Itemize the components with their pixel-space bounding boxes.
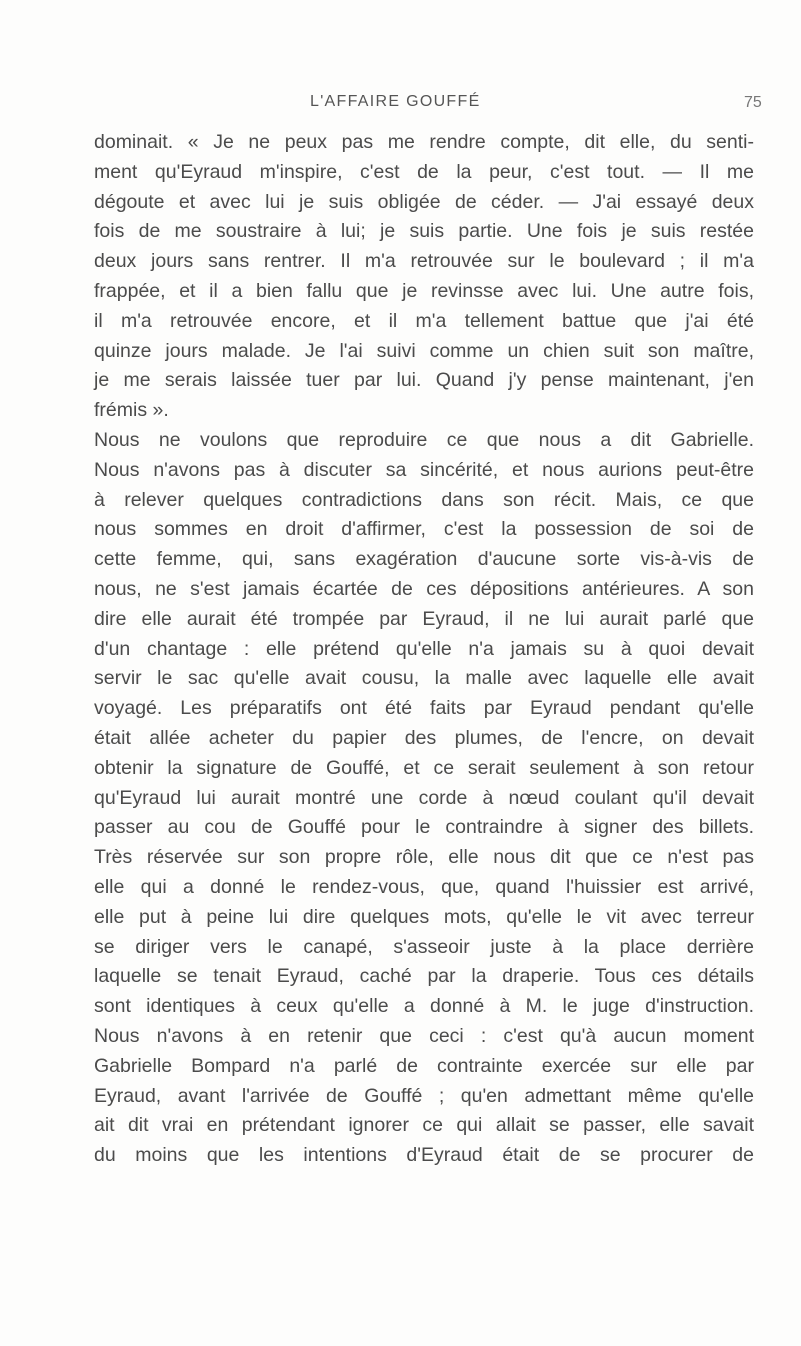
text-line: il m'a retrouvée encore, et il m'a tellement battue que j'ai été [94,309,754,332]
text-line: Nous ne voulons que reproduire ce que nous a dit Gabrielle. [94,428,754,451]
text-line: elle put à peine lui dire quelques mots, qu'elle le vit avec terreur [94,905,754,928]
text-line: servir le sac qu'elle avait cousu, la malle avec laquelle elle avait [94,667,754,690]
text-line: se diriger vers le canapé, s'asseoir juste à la place derrière [94,935,754,958]
text-line: Eyraud, avant l'arrivée de Gouffé ; qu'en admettant même qu'elle [94,1084,754,1107]
running-header [0,93,801,117]
text-line: Nous n'avons pas à discuter sa sincérité, et nous aurions peut-être [94,458,754,481]
text-line: nous, ne s'est jamais écartée de ces dépositions antérieures. A son [94,577,754,600]
text-line: qu'Eyraud lui aurait montré une corde à nœud coulant qu'il devait [94,786,754,809]
text-line: elle qui a donné le rendez-vous, que, quand l'huissier est arrivé, [94,875,754,898]
text-line: dégoute et avec lui je suis obligée de céder. — J'ai essayé deux [94,190,754,213]
running-title: L'AFFAIRE GOUFFÉ [310,93,481,110]
text-line: quinze jours malade. Je l'ai suivi comme un chien suit son maître, [94,339,754,362]
text-line: deux jours sans rentrer. Il m'a retrouvée sur le boulevard ; il m'a [94,250,754,273]
page-number: 75 [744,94,762,111]
text-line: Gabrielle Bompard n'a parlé de contrainte exercée sur elle par [94,1054,754,1077]
text-line: à relever quelques contradictions dans son récit. Mais, ce que [94,488,754,511]
text-line: fois de me soustraire à lui; je suis partie. Une fois je suis restée [94,220,754,243]
text-line: ait dit vrai en prétendant ignorer ce qui allait se passer, elle savait [94,1114,754,1137]
text-line: nous sommes en droit d'affirmer, c'est la possession de soi de [94,518,754,541]
text-line: Nous n'avons à en retenir que ceci : c'est qu'à aucun moment [94,1024,754,1047]
text-line: frémis ». [94,399,169,422]
text-line: voyagé. Les préparatifs ont été faits par Eyraud pendant qu'elle [94,697,754,720]
body-text [94,128,754,1171]
text-line: frappée, et il a bien fallu que je revinsse avec lui. Une autre fois, [94,279,754,302]
text-line: Très réservée sur son propre rôle, elle nous dit que ce n'est pas [94,846,754,869]
text-line: dire elle aurait été trompée par Eyraud, il ne lui aurait parlé que [94,607,754,630]
text-line: ment qu'Eyraud m'inspire, c'est de la peur, c'est tout. — Il me [94,160,754,183]
text-line: obtenir la signature de Gouffé, et ce serait seulement à son retour [94,756,754,779]
text-line: du moins que les intentions d'Eyraud était de se procurer de [94,1144,754,1167]
text-line: dominait. « Je ne peux pas me rendre compte, dit elle, du senti- [94,131,754,153]
text-line: laquelle se tenait Eyraud, caché par la draperie. Tous ces détails [94,965,754,988]
text-line: sont identiques à ceux qu'elle a donné à M. le juge d'instruction. [94,995,754,1018]
text-line: passer au cou de Gouffé pour le contraindre à signer des billets. [94,816,754,839]
text-line: je me serais laissée tuer par lui. Quand j'y pense maintenant, j'en [94,369,754,392]
text-line: d'un chantage : elle prétend qu'elle n'a jamais su à quoi devait [94,637,754,660]
text-line: cette femme, qui, sans exagération d'aucune sorte vis-à-vis de [94,548,754,571]
text-line: était allée acheter du papier des plumes, de l'encre, on devait [94,726,754,749]
